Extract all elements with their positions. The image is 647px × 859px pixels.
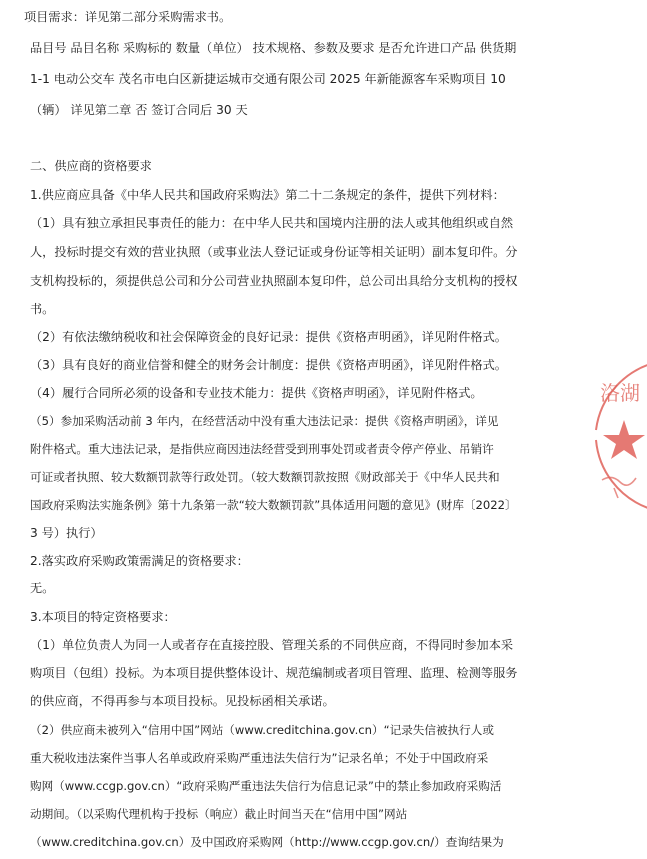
item3-title: 3.本项目的特定资格要求： bbox=[30, 610, 176, 624]
table-row1-line1: 1-1 电动公交车 茂名市电白区新捷运城市交通有限公司 2025 年新能源客车采购项目 10 bbox=[30, 72, 506, 86]
paragraph3: （3）具有良好的商业信誉和健全的财务会计制度：提供《资格声明函》，详见附件格式。 bbox=[30, 358, 507, 372]
item3-q1-line1: （1）单位负责人为同一人或者存在直接控股、管理关系的不同供应商，不得同时参加本采 bbox=[30, 638, 514, 652]
seal-text: 洛湖 bbox=[600, 381, 640, 405]
item3-q2-line3: 购网（www.ccgp.gov.cn）“政府采购严重违法失信行为信息记录”中的禁止参加政府采购活 bbox=[30, 779, 502, 793]
paragraph4: （4）履行合同所必须的设备和专业技术能力：提供《资格声明函》，详见附件格式。 bbox=[30, 386, 483, 400]
paragraph1-line1: （1）具有独立承担民事责任的能力：在中华人民共和国境内注册的法人或其他组织或自然 bbox=[30, 216, 514, 230]
item3-q1-line2: 购项目（包组）投标。为本项目提供整体设计、规范编制或者项目管理、监理、检测等服务 bbox=[30, 666, 518, 680]
paragraph5-line2: 附件格式。重大违法记录，是指供应商因违法经营受到刑事处罚或者责令停产停业、吊销许 bbox=[30, 442, 494, 456]
item3-q2-line1: （2）供应商未被列入“信用中国”网站（www.creditchina.gov.cn）“记录失信被执行人或 bbox=[30, 723, 494, 737]
item2-title: 2.落实政府采购政策需满足的资格要求： bbox=[30, 554, 249, 568]
item3-q1-line3: 的供应商，不得再参与本项目投标。见投标函相关承诺。 bbox=[30, 694, 335, 708]
project-requirement-line: 项目需求：详见第二部分采购需求书。 bbox=[24, 10, 232, 24]
item3-q2-line4: 动期间。（以采购代理机构于投标（响应）截止时间当天在“信用中国”网站 bbox=[30, 807, 408, 821]
table-row1-line2: （辆） 详见第二章 否 签订合同后 30 天 bbox=[30, 103, 248, 117]
item3-q2-line5: （www.creditchina.gov.cn）及中国政府采购网（http://www.ccgp.gov.cn/）查询结果为 bbox=[30, 835, 504, 849]
item3-q2-line2: 重大税收违法案件当事人名单或政府采购严重违法失信行为”记录名单；不处于中国政府采 bbox=[30, 751, 489, 765]
seal-star bbox=[603, 420, 645, 459]
paragraph1-line2: 人，投标时提交有效的营业执照（或事业法人登记证或身份证等相关证明）副本复印件。分 bbox=[30, 245, 518, 259]
paragraph5-line1: （5）参加采购活动前 3 年内，在经营活动中没有重大违法记录：提供《资格声明函》，详见 bbox=[30, 414, 499, 428]
paragraph5-line3: 可证或者执照、较大数额罚款等行政处罚。（较大数额罚款按照《财政部关于《中华人民共和 bbox=[30, 470, 500, 484]
paragraph1-line4: 书。 bbox=[30, 302, 55, 316]
item2-value: 无。 bbox=[30, 581, 55, 595]
paragraph2: （2）有依法缴纳税收和社会保障资金的良好记录：提供《资格声明函》，详见附件格式。 bbox=[30, 330, 507, 344]
seal-icon bbox=[588, 360, 647, 510]
paragraph5-line4: 国政府采购法实施条例》第十九条第一款“较大数额罚款”具体适用问题的意见》(财库〔2022〕 bbox=[30, 498, 517, 512]
section2-title: 二、供应商的资格要求 bbox=[30, 159, 152, 173]
paragraph1-line3: 支机构投标的，须提供总公司和分公司营业执照副本复印件，总公司出具给分支机构的授权 bbox=[30, 274, 518, 288]
partial-seal-stamp bbox=[588, 360, 647, 510]
paragraph5-line5: 3 号）执行） bbox=[30, 526, 103, 540]
item1-intro: 1.供应商应具备《中华人民共和国政府采购法》第二十二条规定的条件，提供下列材料： bbox=[30, 188, 505, 202]
table-header-line: 品目号 品目名称 采购标的 数量（单位） 技术规格、参数及要求 是否允许进口产品 供货期 bbox=[30, 41, 517, 55]
